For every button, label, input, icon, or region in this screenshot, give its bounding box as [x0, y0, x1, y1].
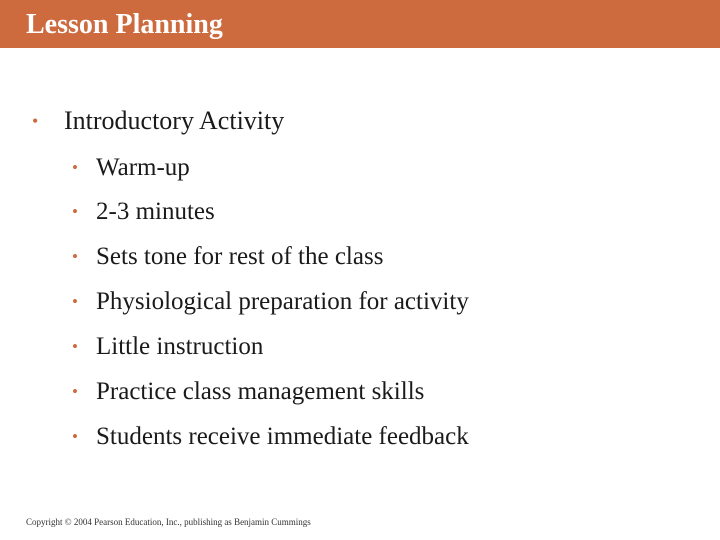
sub-bullet-text: Sets tone for rest of the class: [96, 243, 384, 270]
bullet-icon: •: [72, 382, 78, 401]
sub-bullet-text: Practice class management skills: [96, 378, 425, 405]
sub-bullet-text: 2-3 minutes: [96, 198, 215, 225]
bullet-icon: •: [72, 292, 78, 311]
sub-bullet-text: Little instruction: [96, 333, 264, 360]
sub-bullet-text: Students receive immediate feedback: [96, 423, 469, 450]
bullet-icon: •: [72, 158, 78, 177]
sub-bullet-text: Physiological preparation for activity: [96, 288, 469, 315]
bullet-icon: •: [72, 427, 78, 446]
main-bullet-text: Introductory Activity: [64, 106, 285, 135]
bullet-icon: •: [32, 111, 39, 131]
slide-title: Lesson Planning: [26, 9, 223, 40]
sub-bullet-text: Warm-up: [96, 154, 190, 181]
bullet-icon: •: [72, 202, 78, 221]
copyright-notice: Copyright © 2004 Pearson Education, Inc., publishing as Benjamin Cummings: [26, 517, 311, 527]
bullet-icon: •: [72, 337, 78, 356]
bullet-icon: •: [72, 247, 78, 266]
title-bar: [0, 0, 720, 48]
